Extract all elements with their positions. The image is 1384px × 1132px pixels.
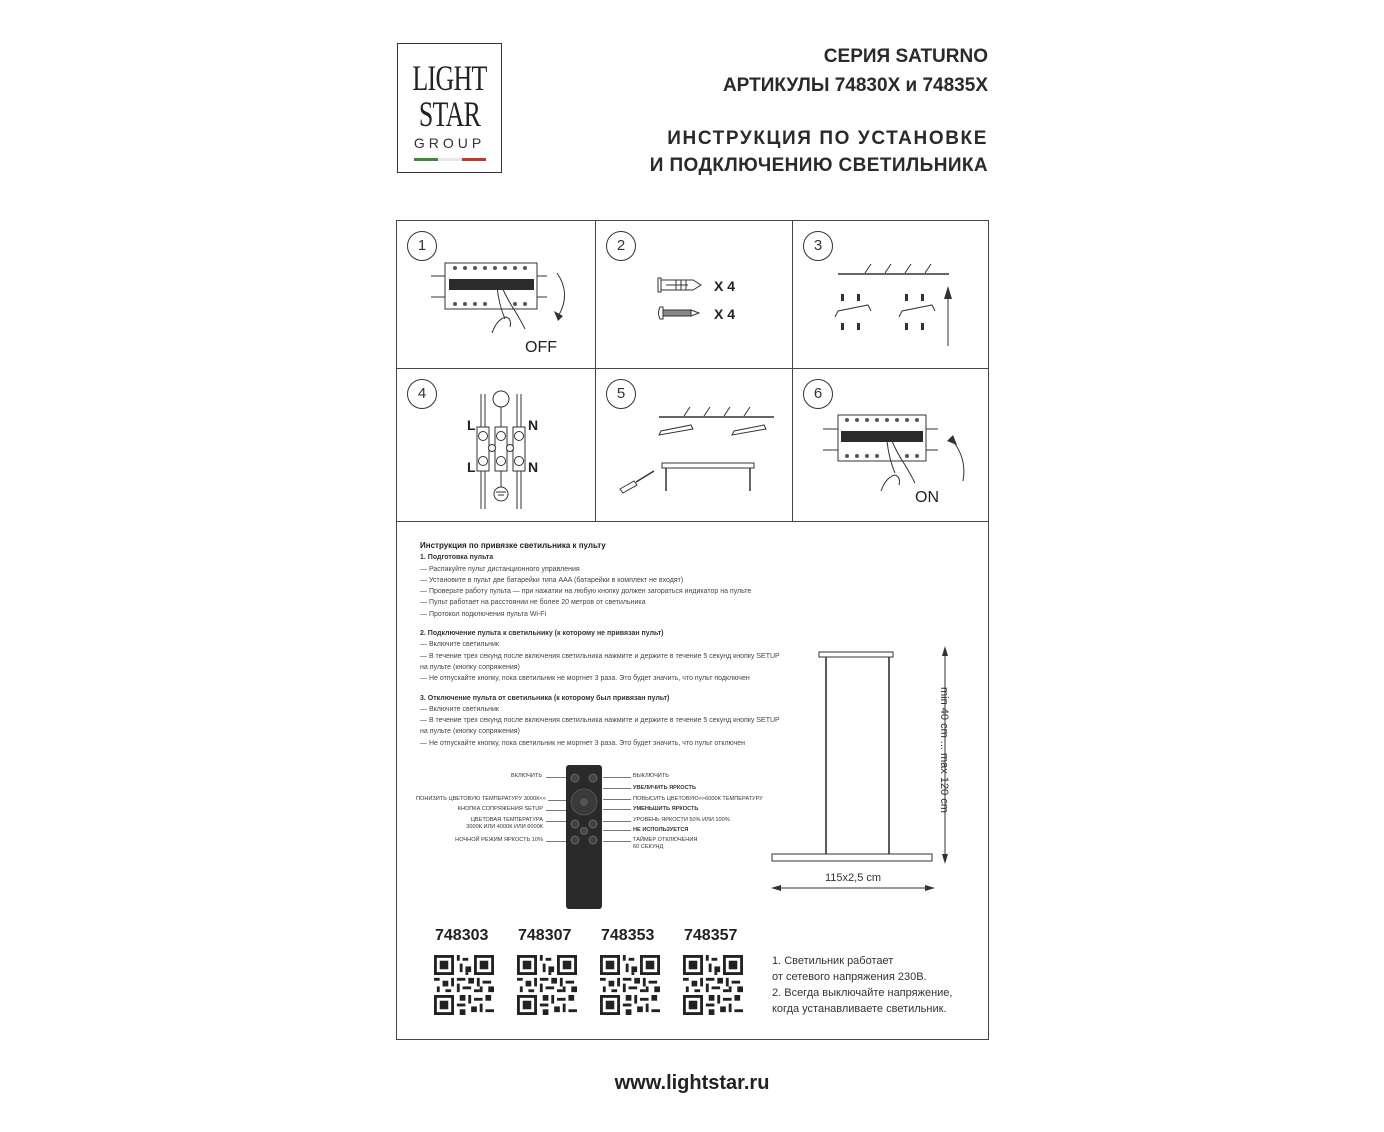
instruction-line: — Распакуйте пульт дистанционного управления [420,565,580,573]
leader-line [603,799,631,800]
night-mode-button-icon [571,836,579,844]
instruction-line: — Включите светильник [420,705,499,713]
unused-button-icon [581,828,588,835]
step-1-panel [397,221,596,369]
terminal-label-l-top: L [467,417,476,433]
lamp-dimension-drawing [765,640,965,892]
width-dimension-label: 115x2,5 cm [825,872,882,884]
qr-code-icon[interactable] [517,955,577,1015]
lamp-fixing-illustration [596,369,793,522]
terminal-label-n-top: N [528,417,539,433]
qr-code-icon[interactable] [600,955,660,1015]
off-label: OFF [525,339,557,356]
screw-icon [659,307,700,319]
step-number: 2 [606,231,636,261]
instruction-line: — Включите светильник [420,641,499,649]
wall-plug-icon [658,278,701,292]
color-temperature-button-icon [571,820,579,828]
leader-line [548,800,566,801]
step-2-panel [596,221,793,369]
breaker-panel-illustration [793,369,989,522]
breaker-panel-illustration [397,221,596,369]
step-3-panel [793,221,989,369]
note-line: 2. Всегда выключайте напряжение, [772,987,953,999]
remote-label-brightness-down: УМЕНЬШИТЬ ЯРКОСТЬ [633,806,699,812]
remote-pairing-instructions [420,540,780,749]
step-5-panel [596,369,793,522]
step-number: 6 [803,379,833,409]
instruction-line: — В течение трех секунд после включения светильника нажмите и держите в течение 5 секунд кнопку SETUP на пульте (кнопку сопряжения) [420,652,780,671]
section-heading: 1. Подготовка пульта [420,554,494,562]
section-heading: 3. Отключение пульта от светильника (к которому был привязан пульт) [420,694,670,702]
qr-code-icon[interactable] [434,955,494,1015]
article-code: 748307 [518,927,572,944]
leader-line [546,821,566,822]
instruction-line: — Проверьте работу пульта — при нажатии на любую кнопку должен загораться индикатор на пульте [420,588,752,596]
step-number: 4 [407,379,437,409]
power-off-button-icon [589,774,597,782]
instruction-line: — Протокол подключения пульта Wi-Fi [420,610,547,618]
leader-line [546,841,566,842]
remote-label-color-temp-values: 3000К ИЛИ 4000К ИЛИ 6000К [466,824,543,830]
logo-text-group: GROUP [413,135,486,151]
ceiling-canopy [819,652,893,657]
leader-line [603,830,631,831]
leader-line [603,821,631,822]
article-code: 748357 [684,927,738,944]
bracket-mounting-illustration [793,221,989,369]
remote-label-timer: ТАЙМЕР ОТКЛЮЧЕНИЯ [633,837,698,843]
brand-logo [397,43,502,173]
screwdriver-icon [620,471,654,493]
leader-line [603,777,631,778]
step-6-panel [793,369,989,522]
website-link[interactable]: www.lightstar.ru [614,1072,770,1094]
remote-label-off: ВЫКЛЮЧИТЬ [633,773,669,779]
note-line: от сетевого напряжения 230В. [772,971,927,983]
lamp-bar [772,854,932,861]
remote-label-lower-temp: ПОНИЗИТЬ ЦВЕТОВУЮ ТЕМПЕРАТУРУ 3000К<< [415,796,546,802]
terminal-label-n-bottom: N [528,459,539,475]
remote-label-brightness-level: УРОВЕНЬ ЯРКОСТИ 50% ИЛИ 100% [633,817,730,823]
section-heading: 2. Подключение пульта к светильнику (к которому не привязан пульт) [420,630,664,638]
logo-text-star: STAR [418,94,481,134]
italian-flag-stripe [414,158,486,161]
on-label: ON [915,489,939,506]
note-line: 1. Светильник работает [772,955,894,967]
logo-text-light: LIGHT [412,58,487,98]
series-title: СЕРИЯ SATURNO [823,46,988,67]
safety-notes [772,953,952,1017]
leader-line [546,777,566,778]
step-number: 5 [606,379,636,409]
step-4-panel [397,369,596,522]
leader-line [546,810,566,811]
power-on-button-icon [571,774,579,782]
remote-label-setup: КНОПКА СОПРЯЖЕНИЯ SETUP [457,806,543,812]
flag-green [414,158,438,161]
instruction-line: — Не отпускайте кнопку, пока светильник не моргнет 3 раза. Это будет значить, что пульт отключен [420,739,746,747]
instruction-line: — Пульт работает на расстоянии не более 20 метров от светильника [420,599,646,607]
instruction-line: — Не отпускайте кнопку, пока светильник не моргнет 3 раза. Это будет значить, что пульт подключен [420,675,750,683]
brightness-level-button-icon [589,820,597,828]
remote-label-color-temp: ЦВЕТОВАЯ ТЕМПЕРАТУРА [470,817,543,823]
remote-label-on: ВКЛЮЧИТЬ [511,773,542,779]
height-dimension-label: min 40 cm ... max 120 cm [938,687,950,813]
instruction-line: — В течение трех секунд после включения светильника нажмите и держите в течение 5 секунд кнопку SETUP на пульте (кнопку сопряжения) [420,717,780,736]
step-number: 1 [407,231,437,261]
remote-label-unused: НЕ ИСПОЛЬЗУЕТСЯ [633,827,689,833]
terminal-label-l-bottom: L [467,459,476,475]
remote-label-night-mode: НОЧНОЙ РЕЖИМ ЯРКОСТЬ 10% [455,837,543,843]
remote-label-timer-seconds: 60 СЕКУНД [633,844,664,850]
document-title-line1: ИНСТРУКЦИЯ ПО УСТАНОВКЕ [667,128,988,149]
screw-quantity: X 4 [714,306,736,322]
article-code: 748303 [435,927,489,944]
flag-red [462,158,486,161]
leader-line [603,841,631,842]
instructions-title: Инструкция по привязке светильника к пульту [420,541,606,550]
remote-label-raise-temp: ПОВЫСИТЬ ЦВЕТОВУЮ>>6000К ТЕМПЕРАТУРУ [633,796,763,802]
remote-control-illustration [565,764,605,910]
instruction-line: — Установите в пульт две батарейки типа AAA (батарейки в комплект не входят) [420,576,684,584]
ground-symbol-icon [494,487,508,501]
qr-code-icon[interactable] [683,955,743,1015]
article-code: 748353 [601,927,655,944]
leader-line [603,788,631,789]
remote-label-brightness-up: УВЕЛИЧИТЬ ЯРКОСТЬ [633,785,696,791]
note-line: когда устанавливаете светильник. [772,1003,947,1015]
terminal-block-wiring-illustration [397,369,596,522]
timer-button-icon [589,836,597,844]
fasteners-illustration [596,221,793,369]
flag-white [438,158,462,161]
step-number: 3 [803,231,833,261]
document-title-line2: И ПОДКЛЮЧЕНИЮ СВЕТИЛЬНИКА [649,155,988,176]
wall-plug-quantity: X 4 [714,278,736,294]
article-numbers: АРТИКУЛЫ 74830X и 74835X [722,75,988,96]
leader-line [603,809,631,810]
